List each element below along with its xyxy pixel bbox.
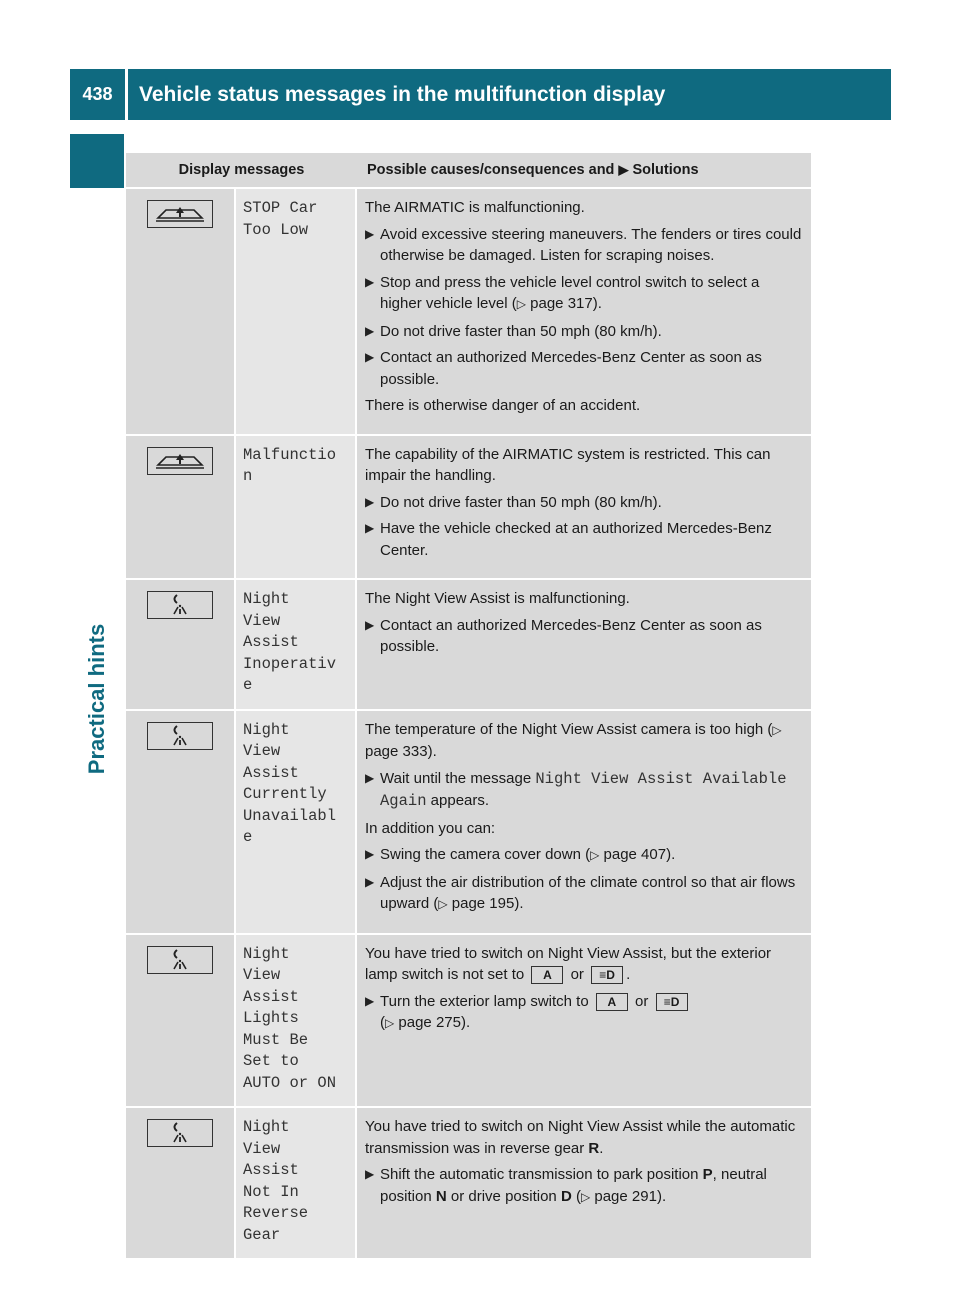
- low-beam-icon: ≡D: [591, 966, 623, 984]
- page-reference[interactable]: page 195: [451, 895, 515, 912]
- bullet-arrow-icon: ▶: [365, 617, 375, 632]
- page-ref-icon: ▷: [772, 722, 782, 737]
- page-ref-icon: ▷: [590, 848, 600, 862]
- night-view-icon: [147, 1119, 213, 1147]
- bullet-arrow-icon: ▶: [365, 274, 375, 289]
- bullet-arrow-icon: ▶: [365, 993, 375, 1008]
- page-reference[interactable]: page 333: [365, 743, 428, 760]
- table-row: [126, 711, 811, 935]
- solution-cell: The temperature of the Night View Assist camera is too high (▷ page 333). ▶ Wait until the message Night View Assist Available Again appears. In addition you can: ▶ Swing the camera cover down (▷ page 407). ▶ Adjust the air distribution of the climate control so that air flows upward (▷ page 195).: [357, 711, 811, 935]
- table-row: [126, 189, 811, 436]
- side-tab: [70, 134, 124, 854]
- page-ref-icon: ▷: [385, 1016, 395, 1030]
- display-message-inline: Night View Assist Available Again: [380, 769, 787, 810]
- display-message: Night View Assist Currently Unavailabl e: [236, 711, 357, 935]
- side-tab-marker: [70, 134, 124, 188]
- page-ref-icon: ▷: [516, 297, 526, 311]
- solution-cell: You have tried to switch on Night View Assist, but the exterior lamp switch is not set to A or ≡D . ▶ Turn the exterior lamp switch to A or ≡D (▷ page 275).: [357, 935, 811, 1109]
- page-ref-icon: ▷: [438, 897, 448, 911]
- bullet-arrow-icon: ▶: [365, 1167, 375, 1181]
- bullet-arrow-icon: ▶: [365, 874, 375, 889]
- airmatic-icon: [147, 200, 213, 228]
- table-row: [126, 1108, 811, 1260]
- page-header: [70, 69, 891, 120]
- bullet-arrow-icon: ▶: [365, 770, 375, 785]
- page-number: 438: [82, 84, 113, 104]
- solution-cell: The capability of the AIRMATIC system is restricted. This can impair the handling. ▶ Do not drive faster than 50 mph (80 km/h). ▶ Have the vehicle checked at an authorized Mercedes-Benz Center.: [357, 436, 811, 581]
- table-row: [126, 935, 811, 1109]
- table-row: [126, 436, 811, 581]
- bullet-arrow-icon: ▶: [365, 521, 375, 535]
- table-header-row: [126, 153, 811, 189]
- solution-cell: The Night View Assist is malfunctioning. ▶ Contact an authorized Mercedes-Benz Center as soon as possible.: [357, 580, 811, 711]
- low-beam-icon: ≡D: [656, 993, 688, 1011]
- night-view-icon: [147, 722, 213, 750]
- bullet-arrow-icon: ▶: [365, 323, 375, 338]
- arrow-right-icon: ▶: [618, 162, 629, 177]
- page-title: Vehicle status messages in the multifunction display: [139, 82, 666, 106]
- display-message: STOP Car Too Low: [236, 189, 357, 436]
- auto-lamp-icon: A: [596, 993, 628, 1011]
- bullet-arrow-icon: ▶: [365, 494, 375, 509]
- bullet-arrow-icon: ▶: [365, 847, 375, 861]
- page-reference[interactable]: page 407: [603, 846, 667, 863]
- display-message: Night View Assist Lights Must Be Set to AUTO or ON: [236, 935, 357, 1109]
- page-reference[interactable]: page 317: [530, 295, 593, 312]
- display-message: Night View Assist Inoperativ e: [236, 580, 357, 711]
- bullet-arrow-icon: ▶: [365, 350, 375, 364]
- page-ref-icon: ▷: [580, 1189, 591, 1204]
- page-reference[interactable]: page 291: [594, 1187, 657, 1205]
- display-message: Malfunctio n: [236, 436, 357, 581]
- status-messages-table: [126, 153, 811, 1260]
- page-reference[interactable]: page 275: [398, 1014, 461, 1031]
- night-view-icon: [147, 946, 213, 974]
- solution-cell: The AIRMATIC is malfunctioning. ▶ Avoid excessive steering maneuvers. The fenders or tires could otherwise be damaged. Listen for scraping noises. ▶ Stop and press the vehicle level control switch to select a higher vehicle level (▷ page 317). ▶ Do not drive faster than 50 mph (80 km/h). ▶ Contact an authorized Mercedes-Benz Center as soon as possible. There is otherwise danger of an accident.: [357, 189, 811, 436]
- solution-cell: You have tried to switch on Night View Assist while the automatic transmission was in reverse gear R. ▶ Shift the automatic transmission to park position P, neutral position N or drive position D (▷ page 291).: [357, 1108, 811, 1260]
- side-tab-label: Practical hints: [84, 623, 110, 775]
- column-header-display-messages: Display messages: [126, 153, 357, 189]
- table-row: [126, 580, 811, 711]
- auto-lamp-icon: A: [531, 966, 563, 984]
- night-view-icon: [147, 591, 213, 619]
- display-message: Night View Assist Not In Reverse Gear: [236, 1108, 357, 1260]
- column-header-solutions: Possible causes/consequences and ▶ Solutions: [357, 153, 811, 189]
- bullet-arrow-icon: ▶: [365, 226, 375, 241]
- airmatic-icon: [147, 447, 213, 475]
